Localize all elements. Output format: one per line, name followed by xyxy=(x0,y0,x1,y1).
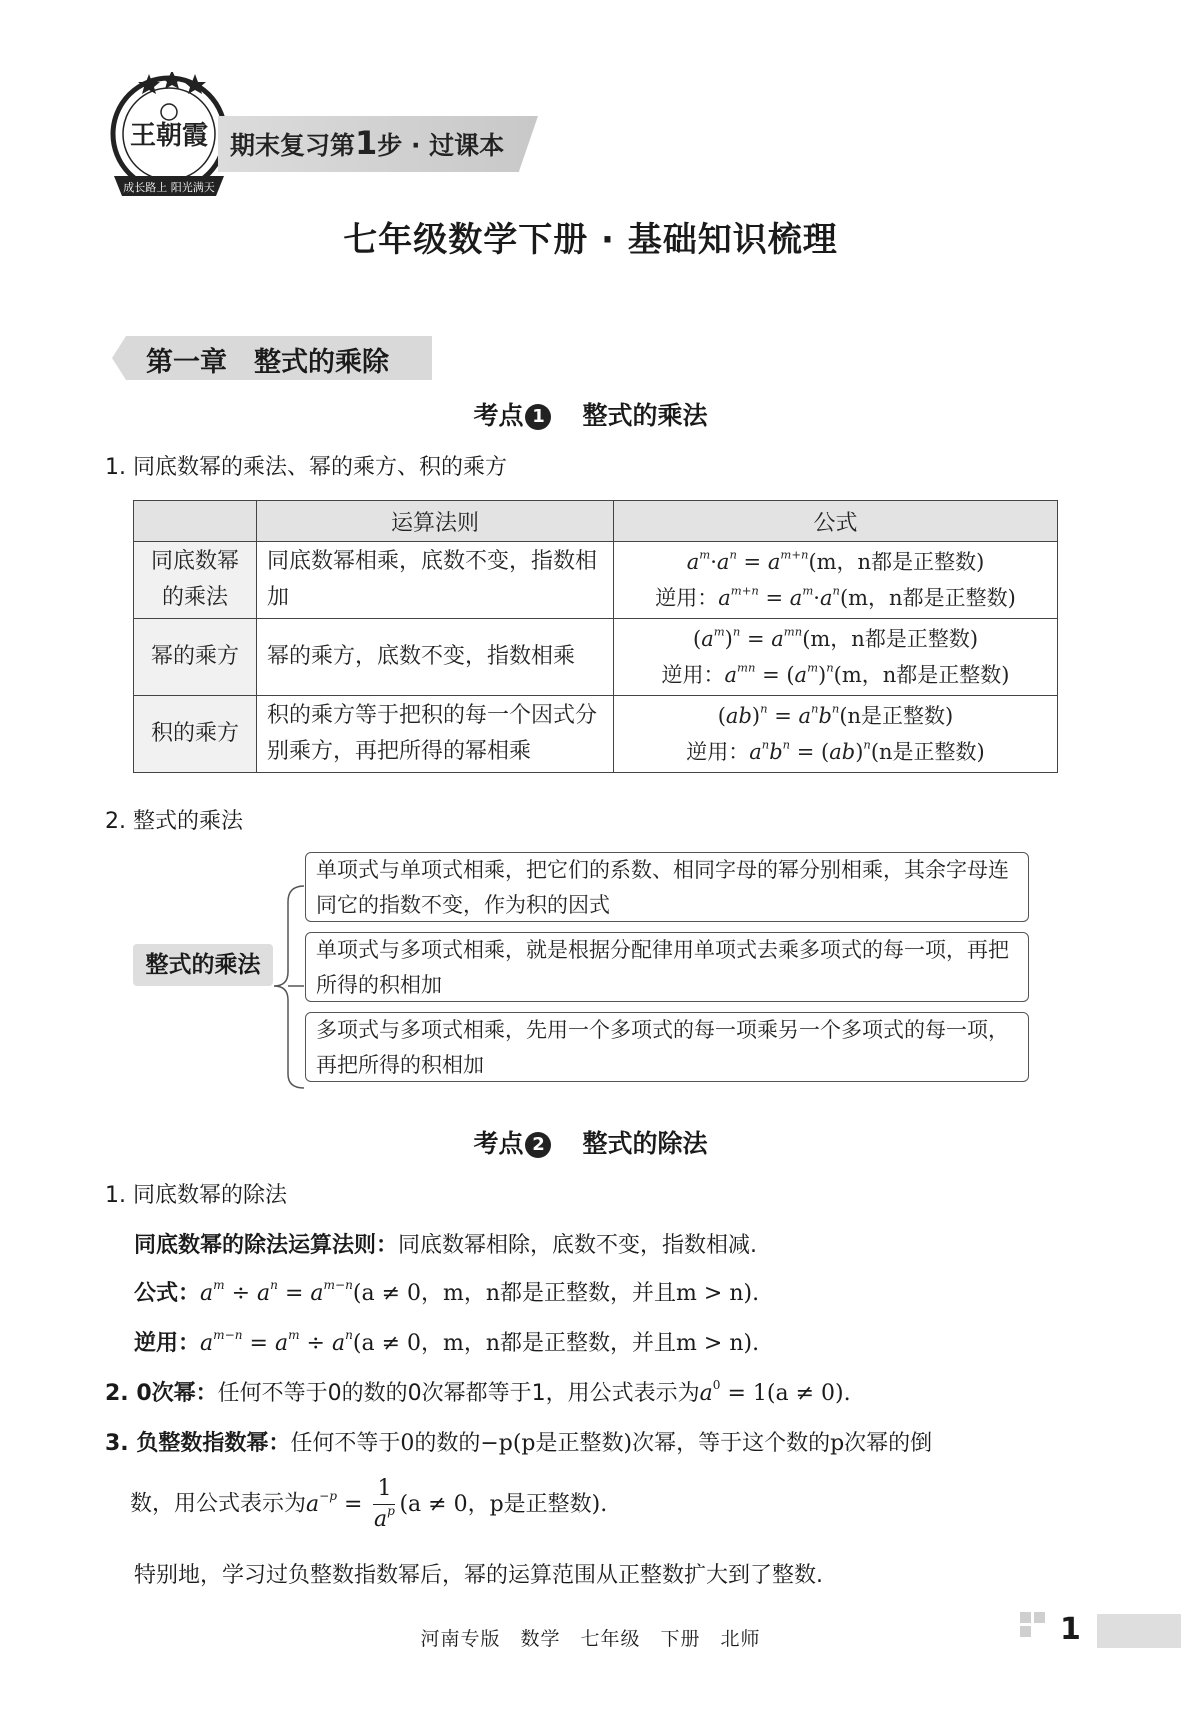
table-row xyxy=(134,619,1058,696)
logo-text: 王朝霞 xyxy=(129,121,209,151)
row-formula: $(ab)^n = a^nb^n(n$是正整数) 逆用：$a^nb^n = (ab)^n(n$是正整数) xyxy=(614,696,1058,773)
logo-ribbon: 成长路上 阳光满天 xyxy=(123,181,215,194)
mindmap-item: 单项式与单项式相乘，把它们的系数、相同字母的幂分别相乘，其余字母连同它的指数不变，作为积的因式 xyxy=(305,852,1029,922)
table-row xyxy=(134,542,1058,619)
section-2-heading: 2. 整式的乘法 xyxy=(105,809,243,834)
negative-power-line2: 数，用公式表示为$a^{-p}$ = $\frac{1}{a^p}$ (a ≠ 0，p是正整数). xyxy=(130,1476,608,1532)
mindmap-brace xyxy=(270,880,310,1100)
row-name: 同底数幂的乘法 xyxy=(134,542,257,619)
division-inverse: 逆用：$a^{m-n} = a^m \div a^n(a \ne 0$，m，n都是正整数，并且m > n). xyxy=(134,1328,760,1356)
row-name: 积的乘方 xyxy=(134,696,257,773)
page-marker xyxy=(1020,1626,1031,1637)
page-number: 1 xyxy=(1060,1612,1081,1647)
division-formula: 公式：$a^m \div a^n = a^{m-n}(a \ne 0$，m，n都是正整数，并且m > n). xyxy=(134,1278,760,1306)
row-rule: 同底数幂相乘，底数不变，指数相加 xyxy=(257,542,614,619)
row-rule: 积的乘方等于把积的每一个因式分别乘方，再把所得的幂相乘 xyxy=(257,696,614,773)
footer-text: 河南专版 数学 七年级 下册 北师 xyxy=(420,1628,761,1650)
section-1-heading: 1. 同底数幂的乘法、幂的乘方、积的乘方 xyxy=(105,455,507,480)
table-row xyxy=(134,696,1058,773)
mindmap-item: 单项式与多项式相乘，就是根据分配律用单项式去乘多项式的每一项，再把所得的积相加 xyxy=(305,932,1029,1002)
row-rule: 幂的乘方，底数不变，指数相乘 xyxy=(257,619,614,696)
division-rule: 同底数幂的除法运算法则：同底数幂相除，底数不变，指数相减. xyxy=(134,1233,758,1258)
kaodian-2-heading: 考点 2 整式的除法 xyxy=(473,1129,708,1158)
kaodian-number-badge: 1 xyxy=(525,404,551,430)
mindmap-root: 整式的乘法 xyxy=(133,944,273,986)
page-marker xyxy=(1020,1612,1031,1623)
zero-power: 2. 0次幂：任何不等于0的数的0次幂都等于1，用公式表示为$a^0 = 1(a \ne 0)$. xyxy=(105,1378,851,1406)
header-banner-text: 期末复习第1步 · 过课本 xyxy=(230,124,505,162)
row-formula: $(a^m)^n = a^{mn}(m$，n都是正整数) 逆用：$a^{mn} = (a^m)^n(m$，n都是正整数) xyxy=(614,619,1058,696)
mindmap-item: 多项式与多项式相乘，先用一个多项式的每一项乘另一个多项式的每一项，再把所得的积相加 xyxy=(305,1012,1029,1082)
negative-power-line1: 3. 负整数指数幂：任何不等于0的数的−p(p是正整数)次幂，等于这个数的p次幂的倒 xyxy=(105,1431,933,1456)
kaodian-number-badge: 2 xyxy=(525,1132,551,1158)
brand-logo xyxy=(106,72,232,212)
rules-table xyxy=(133,500,1058,773)
table-header-cell: 运算法则 xyxy=(257,501,614,542)
row-name: 幂的乘方 xyxy=(134,619,257,696)
page-marker xyxy=(1034,1612,1045,1623)
kaodian-1-heading: 考点 1 整式的乘法 xyxy=(473,401,708,430)
page-title: 七年级数学下册 · 基础知识梳理 xyxy=(343,220,838,260)
row-formula: $a^m\cdot a^n = a^{m+n}(m$，n都是正整数) 逆用：$a^{m+n} = a^m\cdot a^n(m$，n都是正整数) xyxy=(614,542,1058,619)
page-bar xyxy=(1097,1614,1181,1648)
table-header-row xyxy=(134,501,1058,542)
chapter-title: 第一章 整式的乘除 xyxy=(146,347,389,378)
table-header-cell xyxy=(134,501,257,542)
table-header-cell: 公式 xyxy=(614,501,1058,542)
division-heading: 1. 同底数幂的除法 xyxy=(105,1183,287,1208)
negative-power-note: 特别地，学习过负整数指数幂后，幂的运算范围从正整数扩大到了整数. xyxy=(134,1563,823,1588)
